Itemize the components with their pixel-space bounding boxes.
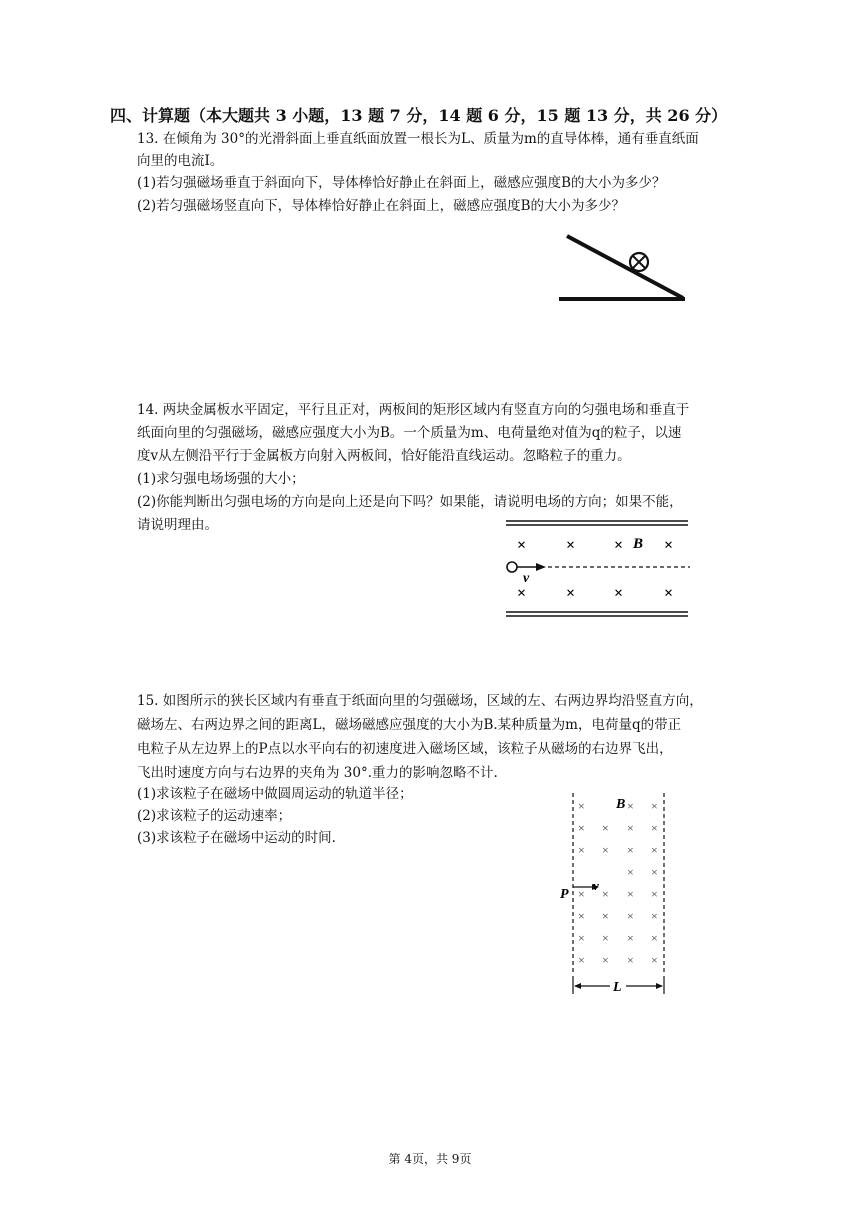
q15-stem-line4: 飞出时速度方向与右边界的夹角为 30°.重力的影响忽略不计.: [137, 765, 498, 781]
field-cross: ×: [578, 931, 585, 945]
field-cross: ×: [627, 887, 634, 901]
q15-stem-line3: 电粒子从左边界上的P点以水平向右的初速度进入磁场区域，该粒子从磁场的右边界飞出，: [137, 741, 673, 757]
field-cross: ×: [602, 843, 609, 857]
field-cross: ×: [578, 887, 585, 901]
field-cross: ×: [651, 909, 658, 923]
field-cross: ×: [578, 909, 585, 923]
field-cross: ×: [627, 909, 634, 923]
field-cross: ×: [602, 931, 609, 945]
field-cross: ×: [602, 953, 609, 967]
field-cross: ×: [651, 865, 658, 879]
particle-icon: [507, 562, 517, 572]
arrowhead-icon: [536, 563, 546, 571]
q15-stem-line2: 磁场左、右两边界之间的距离L，磁场磁感应强度的大小为B.某种质量为m，电荷量q的带正: [137, 717, 682, 733]
q14-subquestion-1: (1)求匀强电场场强的大小；: [137, 471, 305, 487]
q13-subquestion-2: (2)若匀强磁场竖直向下，导体棒恰好静止在斜面上，磁感应强度B的大小为多少？: [137, 198, 626, 214]
top-metal-plate: [506, 521, 688, 525]
q15-subquestion-3: (3)求该粒子在磁场中运动的时间.: [137, 830, 336, 846]
q14-subquestion-2-cont: 请说明理由。: [137, 517, 218, 533]
q14-stem-line1: 14. 两块金属板水平固定，平行且正对，两板间的矩形区域内有竖直方向的匀强电场和垂直于: [137, 402, 690, 418]
field-cross: ×: [651, 843, 658, 857]
field-cross: ×: [578, 799, 585, 813]
field-cross: ×: [578, 821, 585, 835]
page-footer: 第 4页，共 9页: [388, 1152, 472, 1166]
field-cross: ×: [627, 843, 634, 857]
field-cross: ×: [664, 585, 674, 602]
field-cross: ×: [627, 931, 634, 945]
width-label: L: [613, 980, 622, 995]
q15-stem-line1: 15. 如图所示的狭长区域内有垂直于纸面向里的匀强磁场，区域的左、右两边界均沿竖直方向，: [137, 693, 703, 709]
magnetic-field-label: B: [616, 797, 626, 812]
q14-stem-line2: 纸面向里的匀强磁场，磁感应强度大小为B。一个质量为m、电荷量绝对值为q的粒子，以速: [137, 425, 682, 441]
field-cross: ×: [614, 585, 624, 602]
field-cross: ×: [578, 843, 585, 857]
arrowhead-icon: [574, 983, 581, 989]
field-cross: ×: [651, 931, 658, 945]
field-cross: ×: [566, 537, 576, 554]
q14-stem-line3: 度v从左侧沿平行于金属板方向射入两板间，恰好能沿直线运动。忽略粒子的重力。: [137, 448, 631, 464]
incline-surface: [567, 236, 683, 298]
velocity-label: v: [593, 878, 599, 893]
velocity-label: v: [523, 571, 530, 586]
q15-subquestion-1: (1)求该粒子在磁场中做圆周运动的轨道半径；: [137, 786, 413, 802]
field-cross: ×: [517, 585, 527, 602]
q13-stem-line1: 13. 在倾角为 30°的光滑斜面上垂直纸面放置一根长为L、质量为m的直导体棒，通有垂直纸面: [137, 131, 699, 147]
q13-stem-line2: 向里的电流I。: [137, 153, 224, 169]
q15-subquestion-2: (2)求该粒子的运动速率；: [137, 808, 292, 824]
section-title: 四、计算题（本大题共 3 小题，13 题 7 分，14 题 6 分，15 题 13 分，共 26 分）: [110, 106, 728, 125]
field-cross: ×: [602, 909, 609, 923]
field-cross-grid: [578, 799, 658, 967]
field-cross: ×: [627, 865, 634, 879]
field-cross: ×: [566, 585, 576, 602]
field-cross: ×: [627, 953, 634, 967]
field-cross: ×: [517, 537, 527, 554]
magnetic-field-label: B: [633, 536, 644, 552]
field-cross: ×: [578, 953, 585, 967]
q13-subquestion-1: (1)若匀强磁场垂直于斜面向下，导体棒恰好静止在斜面上，磁感应强度B的大小为多少？: [137, 175, 666, 191]
incline-figure: [555, 228, 690, 306]
field-cross: ×: [602, 821, 609, 835]
field-cross: ×: [664, 537, 674, 554]
field-cross: ×: [651, 887, 658, 901]
parallel-plates-figure: [500, 516, 695, 621]
current-into-page-icon: [630, 253, 648, 271]
bottom-metal-plate: [506, 612, 688, 616]
magnetic-strip-figure: [558, 790, 673, 998]
field-cross: ×: [627, 799, 634, 813]
field-cross: ×: [602, 887, 609, 901]
field-cross: ×: [614, 537, 624, 554]
field-cross: ×: [651, 821, 658, 835]
field-cross: ×: [651, 799, 658, 813]
arrowhead-icon: [656, 983, 663, 989]
field-cross: ×: [651, 953, 658, 967]
q14-subquestion-2: (2)你能判断出匀强电场的方向是向上还是向下吗？如果能，请说明电场的方向；如果不能，: [137, 494, 683, 510]
point-p-label: P: [560, 887, 569, 902]
field-cross: ×: [627, 821, 634, 835]
